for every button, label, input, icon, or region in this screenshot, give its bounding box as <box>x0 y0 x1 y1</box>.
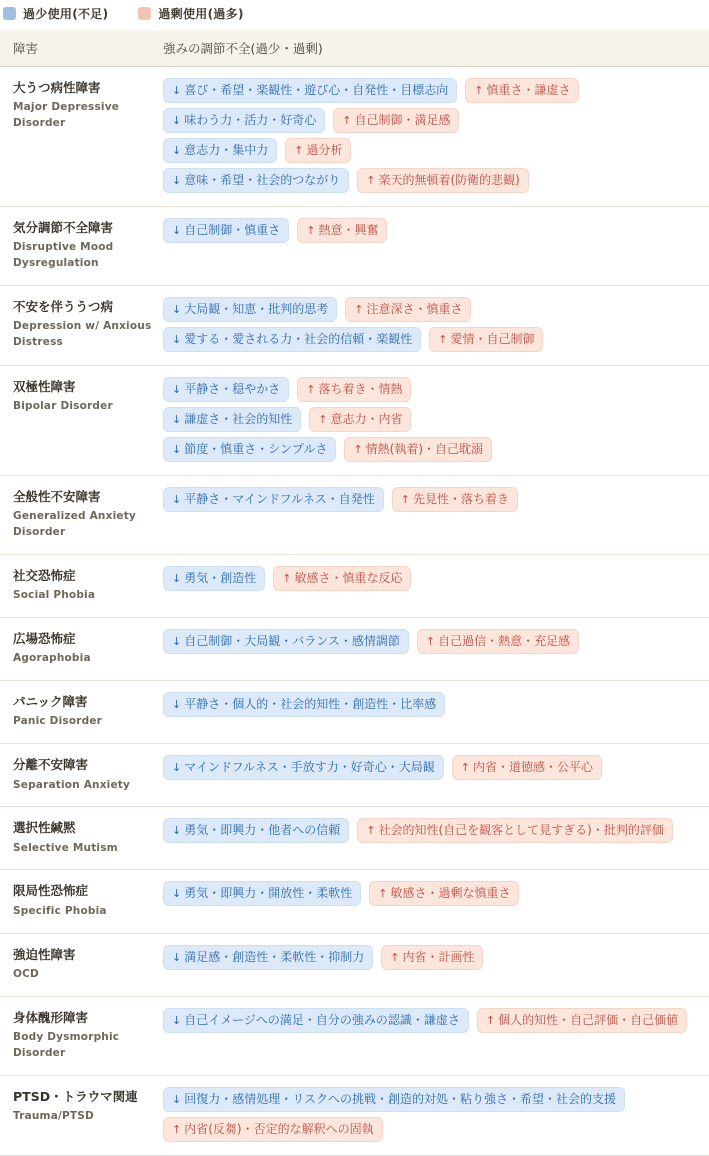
strength-badge-overuse <box>429 327 543 352</box>
down-arrow-icon: ↓ <box>172 382 182 396</box>
up-arrow-icon: ↑ <box>306 224 316 237</box>
strength-badge-label: マインドフルネス・手放す力・好奇心・大局観 <box>184 760 435 775</box>
up-arrow-icon: ↑ <box>318 412 328 426</box>
up-arrow-icon: ↑ <box>400 492 410 506</box>
disorder-name-jp: 強迫性障害 <box>13 946 76 962</box>
strength-badge-underuse <box>163 138 277 163</box>
strengths-cell <box>163 818 709 856</box>
strength-badge-label: 意味・希望・社会的つながり <box>184 173 341 187</box>
underuse-swatch-icon <box>3 7 16 20</box>
badge-line <box>163 818 701 843</box>
strength-badge-underuse <box>163 487 384 512</box>
strengths-cell <box>163 297 709 352</box>
disorder-cell <box>0 78 163 193</box>
badge-line <box>163 1087 701 1112</box>
disorder-name-jp: 選択性緘黙 <box>13 820 76 836</box>
table-row <box>0 681 709 744</box>
badge-line <box>163 629 701 654</box>
down-arrow-icon: ↓ <box>172 302 182 316</box>
strength-badge-label: 謙虚さ・社会的知性 <box>184 411 293 426</box>
strength-badge-underuse <box>163 945 373 970</box>
strength-badge-label: 社会的知性(自己を観客として見すぎる)・批判的評価 <box>378 823 664 838</box>
strengths-cell <box>163 692 709 730</box>
strength-badge-label: 愛する・愛される力・社会的信頼・楽観性 <box>184 331 413 346</box>
disorder-name-jp: 不安を伴ううつ病 <box>13 298 114 314</box>
down-arrow-icon: ↓ <box>172 442 182 456</box>
strength-badge-label: 味わう力・活力・好奇心 <box>184 113 317 127</box>
table-row <box>0 476 709 555</box>
strengths-cell <box>163 945 709 983</box>
down-arrow-icon: ↓ <box>172 761 182 775</box>
up-arrow-icon: ↑ <box>172 1122 182 1136</box>
badge-line <box>163 755 701 780</box>
strength-badge-label: 敏感さ・慎重な反応 <box>294 570 403 585</box>
strength-badge-label: 内省(反芻)・否定的な解釈への固執 <box>184 1121 374 1136</box>
disorder-cell <box>0 377 163 462</box>
strengths-cell <box>163 377 709 462</box>
up-arrow-icon: ↑ <box>354 302 364 316</box>
up-arrow-icon: ↑ <box>485 1013 496 1027</box>
down-arrow-icon: ↓ <box>172 114 182 127</box>
disorder-name-jp: 広場恐怖症 <box>13 630 76 646</box>
disorder-cell <box>0 945 163 983</box>
badge-line <box>163 945 701 970</box>
strength-badge-label: 回復力・感情処理・リスクへの挑戦・創造的対処・粘り強さ・希望・社会的支援 <box>184 1091 616 1106</box>
up-arrow-icon: ↑ <box>460 761 470 775</box>
strength-badge-underuse <box>163 881 361 906</box>
badge-line <box>163 1008 701 1033</box>
strength-badge-overuse <box>357 818 673 843</box>
badge-line <box>163 1117 701 1142</box>
down-arrow-icon: ↓ <box>172 332 182 346</box>
down-arrow-icon: ↓ <box>172 887 182 901</box>
disorder-name-en: Panic Disorder <box>13 715 103 728</box>
disorder-name-en: Specific Phobia <box>13 904 107 917</box>
strength-badge-underuse <box>163 755 444 780</box>
strength-badge-underuse <box>163 692 445 717</box>
strength-badge-label: 愛情・自己制御 <box>450 331 535 346</box>
strength-badge-overuse <box>297 377 411 402</box>
disorder-name-jp: 社交恐怖症 <box>13 567 76 583</box>
strengths-cell <box>163 566 709 604</box>
down-arrow-icon: ↓ <box>172 1013 182 1027</box>
strength-badge-label: 喜び・希望・楽観性・遊び心・自発性・目標志向 <box>184 83 449 97</box>
disorder-name-en: Selective Mutism <box>13 841 118 854</box>
strength-badge-underuse <box>163 78 457 103</box>
strength-badge-label: 平静さ・マインドフルネス・自発性 <box>184 491 375 506</box>
strength-badge-label: 内省・道徳感・公平心 <box>473 760 594 775</box>
strength-badge-label: 勇気・創造性 <box>184 570 257 585</box>
strength-badge-overuse <box>333 108 459 133</box>
disorder-name-en: Bipolar Disorder <box>13 400 113 413</box>
disorder-cell <box>0 755 163 793</box>
header-disorder-column: 障害 <box>13 41 39 56</box>
strength-badge-underuse <box>163 327 421 352</box>
strength-badge-label: 平静さ・個人的・社会的知性・創造性・比率感 <box>184 697 437 711</box>
strength-badge-label: 満足感・創造性・柔軟性・抑制力 <box>184 949 365 964</box>
down-arrow-icon: ↓ <box>172 144 182 157</box>
strengths-cell <box>163 218 709 272</box>
strength-badge-label: 自己制御・大局観・バランス・感情調節 <box>184 633 400 648</box>
strengths-cell <box>163 755 709 793</box>
table-header <box>0 30 709 67</box>
strength-badge-overuse <box>345 297 471 322</box>
strength-badge-underuse <box>163 297 337 322</box>
strength-badge-overuse <box>369 881 519 906</box>
table-row <box>0 207 709 286</box>
disorder-name-jp: パニック障害 <box>13 694 88 709</box>
disorder-name-jp: 双極性障害 <box>13 378 76 394</box>
disorder-name-en: Social Phobia <box>13 589 96 602</box>
table-row <box>0 366 709 476</box>
legend <box>0 0 709 28</box>
strength-badge-overuse <box>344 437 492 462</box>
strength-badge-overuse <box>163 1117 383 1142</box>
down-arrow-icon: ↓ <box>172 224 182 237</box>
down-arrow-icon: ↓ <box>172 824 182 838</box>
disorder-name-en: Body Dysmorphic Disorder <box>13 1031 120 1059</box>
strength-badge-label: 情熱(執着)・自己耽溺 <box>365 441 484 456</box>
strengths-cell <box>163 1008 709 1062</box>
strength-badge-underuse <box>163 566 265 591</box>
strengths-cell <box>163 78 709 193</box>
badge-line <box>163 692 701 717</box>
disorder-name-en: Trauma/PTSD <box>13 1109 94 1122</box>
table-row <box>0 744 709 807</box>
strength-badge-label: 節度・慎重さ・シンプルさ <box>184 441 328 456</box>
disorder-name-en: Major Depressive Disorder <box>13 101 120 130</box>
disorder-name-jp: 分離不安障害 <box>13 757 89 773</box>
up-arrow-icon: ↑ <box>342 114 352 127</box>
up-arrow-icon: ↑ <box>306 382 316 396</box>
strength-badge-underuse <box>163 218 289 243</box>
table-row <box>0 870 709 933</box>
strength-badge-overuse <box>309 407 411 432</box>
strength-badge-label: 過分析 <box>306 143 343 157</box>
down-arrow-icon: ↓ <box>172 84 182 97</box>
strength-badge-overuse <box>417 629 579 654</box>
strength-badge-label: 自己制御・満足感 <box>354 113 451 127</box>
strength-badge-label: 熱意・興奮 <box>318 223 379 237</box>
table-row <box>0 286 709 366</box>
strength-badge-overuse <box>297 218 387 243</box>
disorder-cell <box>0 629 163 667</box>
header-dysregulation-column: 強みの調節不全(過少・過剰) <box>163 41 323 56</box>
strength-badge-label: 勇気・即興力・他者への信頼 <box>184 823 341 838</box>
strength-badge-label: 注意深さ・慎重さ <box>366 301 463 316</box>
strength-badge-overuse <box>392 487 518 512</box>
strength-badge-label: 自己イメージへの満足・自分の強みの認識・謙虚さ <box>184 1012 460 1027</box>
legend-overuse-label: 過剰使用(過多) <box>158 7 244 21</box>
disorder-cell <box>0 692 163 730</box>
strength-badge-label: 内省・計画性 <box>402 949 475 964</box>
down-arrow-icon: ↓ <box>172 634 182 648</box>
badge-line <box>163 407 701 432</box>
disorder-name-en: Separation Anxiety <box>13 778 131 791</box>
strengths-cell <box>163 1087 709 1142</box>
strength-badge-underuse <box>163 1008 469 1033</box>
strength-badge-overuse <box>357 168 529 193</box>
disorder-name-en: Agoraphobia <box>13 652 91 665</box>
badge-line <box>163 377 701 402</box>
up-arrow-icon: ↑ <box>378 887 388 901</box>
disorder-name-jp: 身体醜形障害 <box>13 1009 89 1025</box>
strength-badge-overuse <box>273 566 411 591</box>
strength-badge-label: 意志力・内省 <box>330 411 403 426</box>
strengths-cell <box>163 881 709 919</box>
badge-line <box>163 78 701 103</box>
strength-badge-underuse <box>163 377 289 402</box>
table-row <box>0 555 709 618</box>
disorder-name-en: Generalized Anxiety Disorder <box>13 510 136 538</box>
disorder-name-jp: 大うつ病性障害 <box>13 80 101 95</box>
strength-badge-label: 個人的知性・自己評価・自己価値 <box>498 1012 679 1027</box>
strength-badge-overuse <box>285 138 351 163</box>
strengths-cell <box>163 487 709 541</box>
badge-line <box>163 297 701 322</box>
badge-line <box>163 327 701 352</box>
strength-badge-label: 自己制御・慎重さ <box>184 223 281 237</box>
table-row <box>0 1076 709 1156</box>
badge-line <box>163 138 701 163</box>
strength-badge-label: 慎重さ・謙虚さ <box>486 83 571 97</box>
disorder-name-en: Disruptive Mood Dysregulation <box>13 241 114 270</box>
strength-badge-label: 敏感さ・過剰な慎重さ <box>390 886 511 901</box>
strength-badge-overuse <box>477 1008 687 1033</box>
table-row <box>0 618 709 681</box>
strength-badge-label: 先見性・落ち着き <box>413 491 510 506</box>
badge-line <box>163 881 701 906</box>
strength-badge-label: 平静さ・穏やかさ <box>184 381 281 396</box>
table-row <box>0 67 709 207</box>
badge-line <box>163 437 701 462</box>
strength-badge-underuse <box>163 407 301 432</box>
up-arrow-icon: ↑ <box>425 634 436 648</box>
strength-badge-label: 楽天的無頓着(防衛的悲観) <box>378 173 520 187</box>
strengths-cell <box>163 629 709 667</box>
down-arrow-icon: ↓ <box>172 492 182 506</box>
table-row <box>0 807 709 870</box>
table-row <box>0 934 709 997</box>
overuse-swatch-icon <box>138 7 151 20</box>
up-arrow-icon: ↑ <box>438 332 448 346</box>
up-arrow-icon: ↑ <box>474 84 484 97</box>
disorder-name-en: OCD <box>13 967 39 980</box>
legend-item-overuse <box>138 5 243 22</box>
strength-badge-label: 大局観・知恵・批判的思考 <box>184 301 329 316</box>
disorder-name-jp: 全般性不安障害 <box>13 488 101 504</box>
strength-badge-underuse <box>163 1087 625 1112</box>
disorder-cell <box>0 1008 163 1062</box>
legend-underuse-label: 過少使用(不足) <box>23 7 109 21</box>
strength-badge-label: 落ち着き・情熱 <box>318 381 403 396</box>
strength-badge-underuse <box>163 108 325 133</box>
up-arrow-icon: ↑ <box>390 950 400 964</box>
up-arrow-icon: ↑ <box>282 571 292 585</box>
badge-line <box>163 566 701 591</box>
strength-badge-label: 勇気・即興力・開放性・柔軟性 <box>184 886 353 901</box>
disorder-cell <box>0 297 163 352</box>
strength-badge-underuse <box>163 629 409 654</box>
table-row <box>0 997 709 1076</box>
strength-badge-label: 意志力・集中力 <box>184 143 269 157</box>
strength-badge-label: 自己過信・熱意・充足感 <box>438 633 571 648</box>
disorder-name-jp: 限局性恐怖症 <box>13 883 89 899</box>
strength-badge-overuse <box>381 945 483 970</box>
strength-badge-underuse <box>163 168 349 193</box>
badge-line <box>163 218 701 243</box>
strength-badge-underuse <box>163 437 336 462</box>
disorder-name-en: Depression w/ Anxious Distress <box>13 320 152 348</box>
badge-line <box>163 487 701 512</box>
down-arrow-icon: ↓ <box>172 412 182 426</box>
up-arrow-icon: ↑ <box>294 144 304 157</box>
disorder-table-body <box>0 67 709 1156</box>
down-arrow-icon: ↓ <box>172 698 182 711</box>
down-arrow-icon: ↓ <box>172 950 182 964</box>
strength-badge-underuse <box>163 818 349 843</box>
down-arrow-icon: ↓ <box>172 174 182 187</box>
down-arrow-icon: ↓ <box>172 571 182 585</box>
disorder-name-jp: PTSD・トラウマ関連 <box>13 1088 138 1104</box>
strength-badge-overuse <box>465 78 579 103</box>
legend-item-underuse <box>3 5 108 22</box>
strength-badge-overuse <box>452 755 602 780</box>
down-arrow-icon: ↓ <box>172 1092 182 1106</box>
disorder-cell <box>0 1087 163 1142</box>
up-arrow-icon: ↑ <box>353 442 363 456</box>
disorder-cell <box>0 818 163 856</box>
badge-line <box>163 168 701 193</box>
disorder-name-jp: 気分調節不全障害 <box>13 220 114 235</box>
disorder-cell <box>0 566 163 604</box>
up-arrow-icon: ↑ <box>366 174 376 187</box>
disorder-cell <box>0 487 163 541</box>
badge-line <box>163 108 701 133</box>
disorder-cell <box>0 218 163 272</box>
disorder-cell <box>0 881 163 919</box>
up-arrow-icon: ↑ <box>366 824 376 838</box>
